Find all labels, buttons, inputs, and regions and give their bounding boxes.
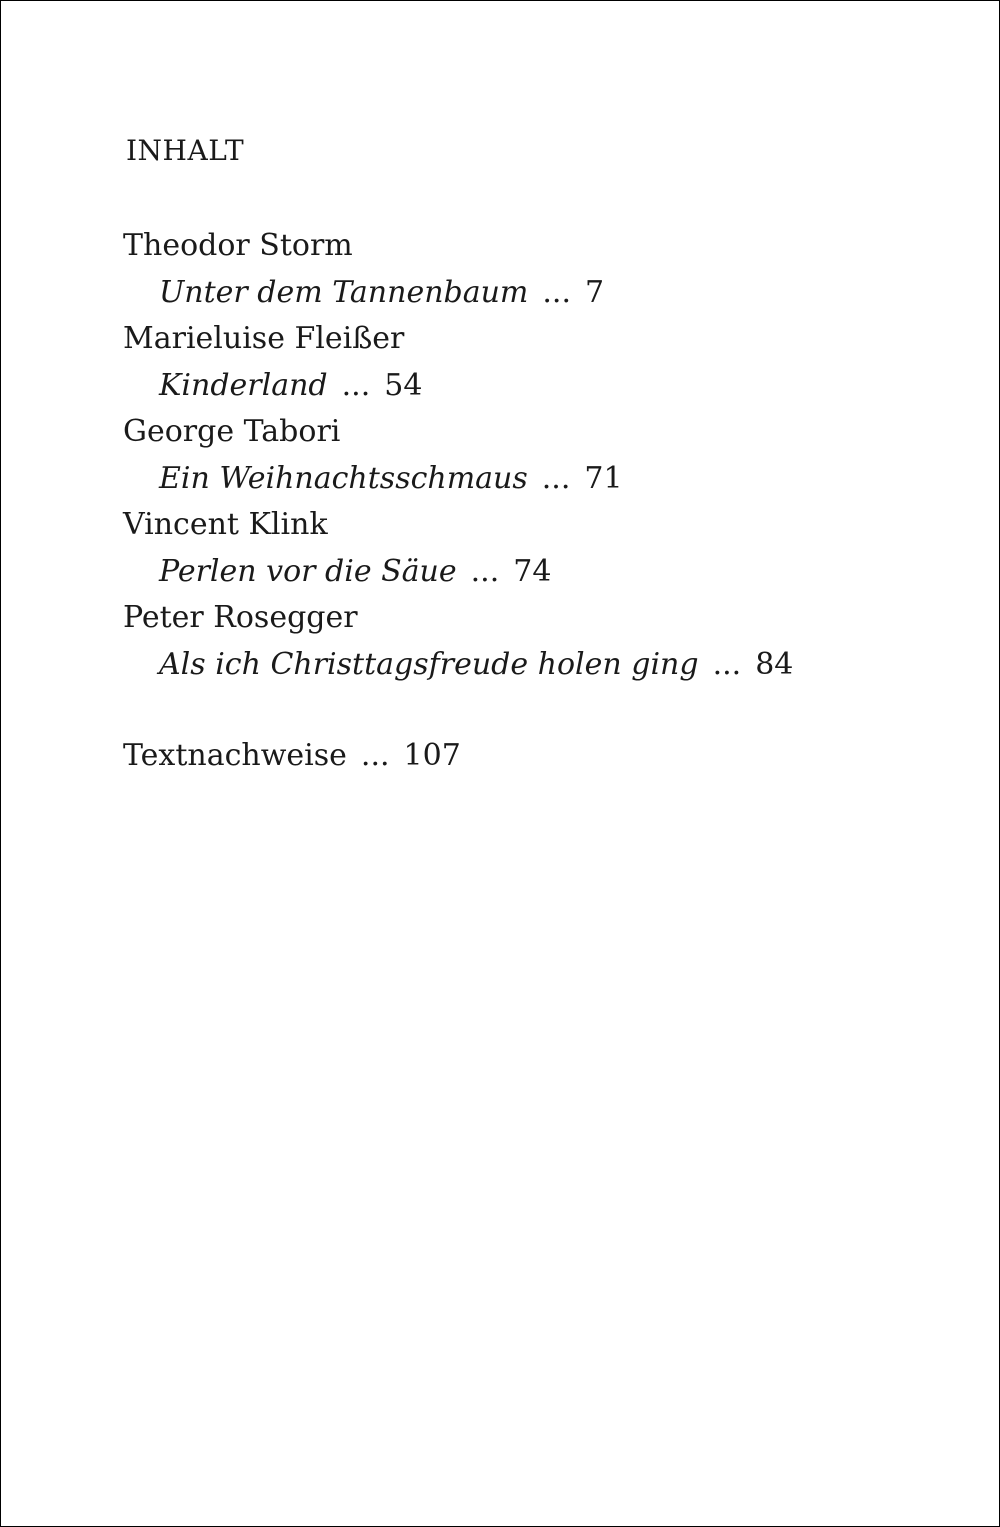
toc-page-number: 107	[403, 738, 461, 773]
toc-page-number: 71	[584, 460, 623, 496]
page-title: INHALT	[126, 134, 245, 167]
toc-author: Marieluise Fleißer	[123, 321, 405, 356]
toc-entry	[123, 456, 923, 503]
toc-story-title: Kinderland	[159, 367, 328, 403]
toc-page-number: 7	[584, 274, 605, 310]
toc-story-title: Unter dem Tannenbaum	[159, 274, 529, 310]
toc-story-title: Als ich Christtagsfreude holen ging	[159, 646, 699, 682]
toc-entry	[123, 642, 923, 689]
toc-entry	[123, 549, 923, 596]
toc-entry	[123, 363, 923, 410]
toc-page-number: 84	[755, 646, 794, 682]
toc-separator: ...	[542, 274, 571, 310]
toc-separator: ...	[470, 553, 500, 589]
toc-separator: ...	[541, 460, 571, 496]
toc-author: Theodor Storm	[123, 228, 353, 263]
toc-page-number: 54	[384, 367, 423, 403]
toc-closing-label: Textnachweise	[123, 738, 347, 773]
toc-entry	[123, 270, 923, 317]
toc-story-title: Ein Weihnachtsschmaus	[159, 460, 528, 496]
toc-separator: ...	[360, 738, 390, 773]
toc-author: George Tabori	[123, 414, 341, 449]
toc-author: Vincent Klink	[123, 507, 328, 542]
toc-separator: ...	[712, 646, 742, 682]
toc-page-number: 74	[513, 553, 552, 589]
toc-separator: ...	[341, 367, 371, 403]
toc-story-title: Perlen vor die Säue	[159, 553, 457, 589]
table-of-contents	[123, 223, 923, 688]
toc-author: Peter Rosegger	[123, 600, 358, 635]
toc-closing-entry	[123, 733, 461, 779]
